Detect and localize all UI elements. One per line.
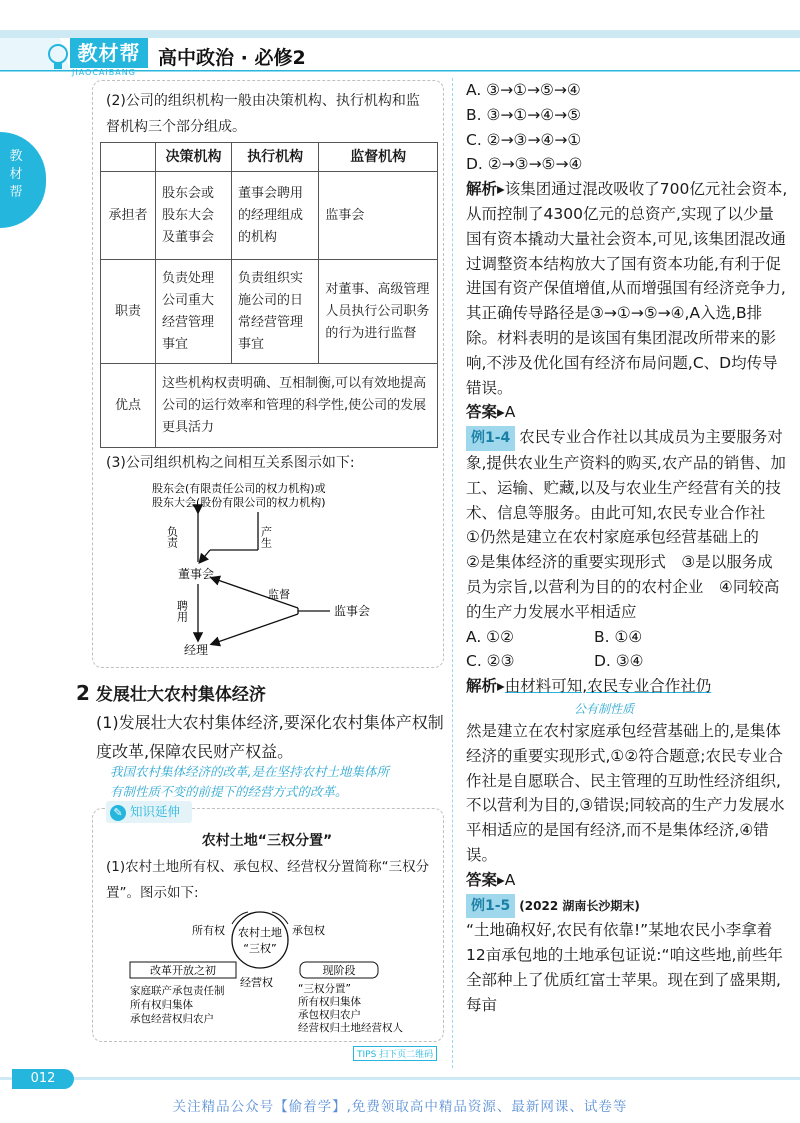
example-badge: 例1-5 (466, 894, 515, 919)
left-item: 承包经营权归农户 (130, 1013, 214, 1025)
page-title: 高中政治 · 必修2 (158, 47, 306, 69)
side-tab-label: 教材帮 (9, 149, 23, 200)
table-cell: 这些机构权责明确、互相制衡,可以有效地提高公司的运行效率和管理的科学性,使公司的发展更具活力 (156, 364, 438, 448)
example-1-4 (466, 425, 788, 525)
option: A. ①② (466, 627, 514, 646)
right-item: “三权分置” (298, 983, 351, 995)
right-column (466, 78, 788, 1017)
table-header: 执行机构 (232, 143, 319, 172)
jingying-label: 经营权 (240, 976, 273, 989)
footer-band (0, 1063, 800, 1093)
side-tab (0, 132, 46, 228)
analysis-text: 该集团通过混改吸收了700亿元社会资本,从而控制了4300亿元的总资产,实现了以少量国有资本撬动大量社会资本,可见,该集团混改通过调整资本结构放大了国有资本功能,有利于促进国有资产保值增值,从而增强国有经济竞争力,其正确传导路径是③→①→⑤→④,A入选,B排除。材料表明的是该国有集团混改所带来的影响,不涉及优化国有经济布局问题,C、D均传导错误。 (466, 180, 788, 397)
example-stem: 农民专业合作社以其成员为主要服务对象,提供农业生产资料的购买,农产品的销售、加工、运输、贮藏,以及与农业生产经营有关的技术、信息等服务。由此可知,农民专业合作社 (466, 428, 786, 522)
section-number: 2 (76, 681, 90, 705)
table-cell: 对董事、高级管理人员执行公司职务的行为进行监督 (319, 260, 438, 364)
analysis-2-text: 然是建立在农村家庭承包经营基础上的,是集体经济的重要实现形式,①②符合题意;农民专业合作社是自愿联合、民主管理的互助性经济组织,不以营利为目的,③错误;同较高的生产力发展水平相适应的是国有经济,而不是集体经济,④错误。 (466, 721, 785, 864)
right-title: 现阶段 (322, 964, 356, 977)
chengbao-label: 承包权 (292, 924, 325, 937)
triangle-icon: ▸ (497, 870, 505, 889)
ext-tag-label: 知识延伸 (130, 804, 181, 819)
column-divider (452, 78, 453, 1068)
table-cell: 职责 (101, 260, 156, 364)
table-cell: 优点 (101, 364, 156, 448)
knowledge-extension-tag (106, 801, 192, 823)
analysis-label: 解析 (466, 677, 498, 696)
table-cell: 股东会或股东大会及董事会 (156, 172, 232, 260)
ext-paragraph: (1)农村土地所有权、承包权、经营权分置简称“三权分置”。图示如下: (106, 859, 430, 901)
table-cell: 负责组织实施公司的日常经营管理事宜 (232, 260, 319, 364)
paragraph-3: (3)公司组织机构之间相互关系图示如下: (106, 455, 355, 471)
section-title: 发展壮大农村集体经济 (95, 685, 266, 705)
diagram-jingli: 经理 (184, 643, 209, 657)
table-header: 决策机构 (156, 143, 232, 172)
analysis-text: 由材料可知,农民专业合作社仍 (504, 677, 712, 696)
options-row (466, 649, 788, 674)
diagram-top-line1: 股东会(有限责任公司的权力机构)或 (152, 482, 326, 495)
diagram-top-line2: 股东大会(股份有限公司的权力机构) (152, 496, 326, 509)
table-cell: 监事会 (319, 172, 438, 260)
left-item: 所有权归集体 (130, 999, 193, 1011)
example-badge: 例1-4 (466, 426, 515, 451)
paragraph-2: (2)公司的组织机构一般由决策机构、执行机构和监督机构三个部分组成。 (106, 93, 420, 135)
table-row (101, 260, 438, 364)
example-1-5-stem: “土地确权好,农民有依靠!”某地农民小李拿着12亩承包地的土地承包证说:“咱这些地,前些年全部种上了优质红富士苹果。现在到了盛果期,每亩 (466, 921, 783, 1014)
diagram-chansheng: 产生 (259, 526, 273, 548)
option: A. ③→①→⑤→④ (466, 81, 581, 99)
org-table (100, 142, 438, 448)
handwritten-note (110, 762, 450, 802)
table-cell: 承担者 (101, 172, 156, 260)
analysis-label: 解析 (466, 180, 498, 199)
center-label: 农村土地 (238, 926, 282, 939)
section-heading (76, 680, 266, 705)
answer-value: A (504, 403, 516, 422)
bulb-icon: ✎ (110, 805, 126, 821)
answer-label: 答案 (466, 870, 498, 889)
right-item: 经营权归土地经营权人 (298, 1022, 403, 1034)
answer-label: 答案 (466, 403, 498, 422)
analysis-2-line (466, 674, 788, 699)
answer-1 (466, 400, 788, 425)
handwritten-comment: 公有制性质 (574, 701, 635, 716)
analysis-1 (466, 177, 788, 400)
answer-2 (466, 868, 788, 893)
table-cell: 负责处理公司重大经营管理事宜 (156, 260, 232, 364)
triangle-icon: ▸ (497, 180, 505, 199)
center-label: “三权” (243, 942, 277, 955)
diagram-dongshi: 董事会 (178, 567, 215, 581)
note-line: 有制性质不变的前提下的经营方式的改革。 (110, 784, 348, 799)
book-logo: 教材帮 (70, 38, 148, 68)
diagram-jianshi: 监事会 (334, 604, 371, 618)
answer-value: A (504, 870, 516, 889)
option: B. ①④ (594, 627, 643, 646)
three-rights-diagram (120, 910, 430, 1038)
options-row (466, 625, 788, 650)
section-2-paragraph-1: (1)发展壮大农村集体经济,要深化农村集体产权制度改革,保障农民财产权益。 (96, 713, 444, 761)
option: B. ③→①→④→⑤ (466, 105, 582, 124)
diagram-pinyong: 聘用 (175, 600, 189, 622)
triangle-icon: ▸ (497, 403, 505, 422)
right-item: 承包权归农户 (298, 1009, 361, 1021)
example-1-5 (466, 893, 788, 919)
page-number: 012 (12, 1069, 74, 1089)
option: D. ③④ (594, 652, 644, 671)
ext-title: 农村土地“三权分置” (201, 833, 333, 849)
diagram-fu: 负责 (165, 526, 179, 548)
right-item: 所有权归集体 (298, 996, 361, 1008)
option: D. ②→③→⑤→④ (466, 155, 583, 174)
option: C. ②③ (466, 652, 515, 671)
watermark: 关注精品公众号【偷着学】,免费领取高中精品资源、最新网课、试卷等 (172, 1099, 628, 1115)
example-1-4-items: ①仍然是建立在农村家庭承包经营基础上的 ②是集体经济的重要实现形式 ③是以服务成员为宗旨,以营利为目的的农村企业 ④同较高的生产力发展水平相适应 (466, 528, 780, 621)
left-title: 改革开放之初 (150, 964, 216, 977)
suoyou-label: 所有权 (192, 924, 225, 937)
tips-tag: TIPS 扫下页二维码 (353, 1046, 437, 1061)
diagram-jiandu: 监督 (268, 588, 290, 601)
note-line: 我国农村集体经济的改革,是在坚持农村土地集体所 (110, 764, 389, 779)
triangle-icon: ▸ (497, 677, 505, 696)
example-source: (2022 湖南长沙期末) (519, 898, 640, 913)
book-logo-sub: JIAOCAIBANG (72, 68, 136, 77)
table-row (101, 172, 438, 260)
table-header: 监督机构 (319, 143, 438, 172)
table-row (101, 364, 438, 448)
table-header-blank (101, 143, 156, 172)
table-cell: 董事会聘用的经理组成的机构 (232, 172, 319, 260)
org-diagram (150, 478, 430, 660)
left-item: 家庭联产承包责任制 (130, 985, 225, 997)
option: C. ②→③→④→① (466, 130, 582, 149)
